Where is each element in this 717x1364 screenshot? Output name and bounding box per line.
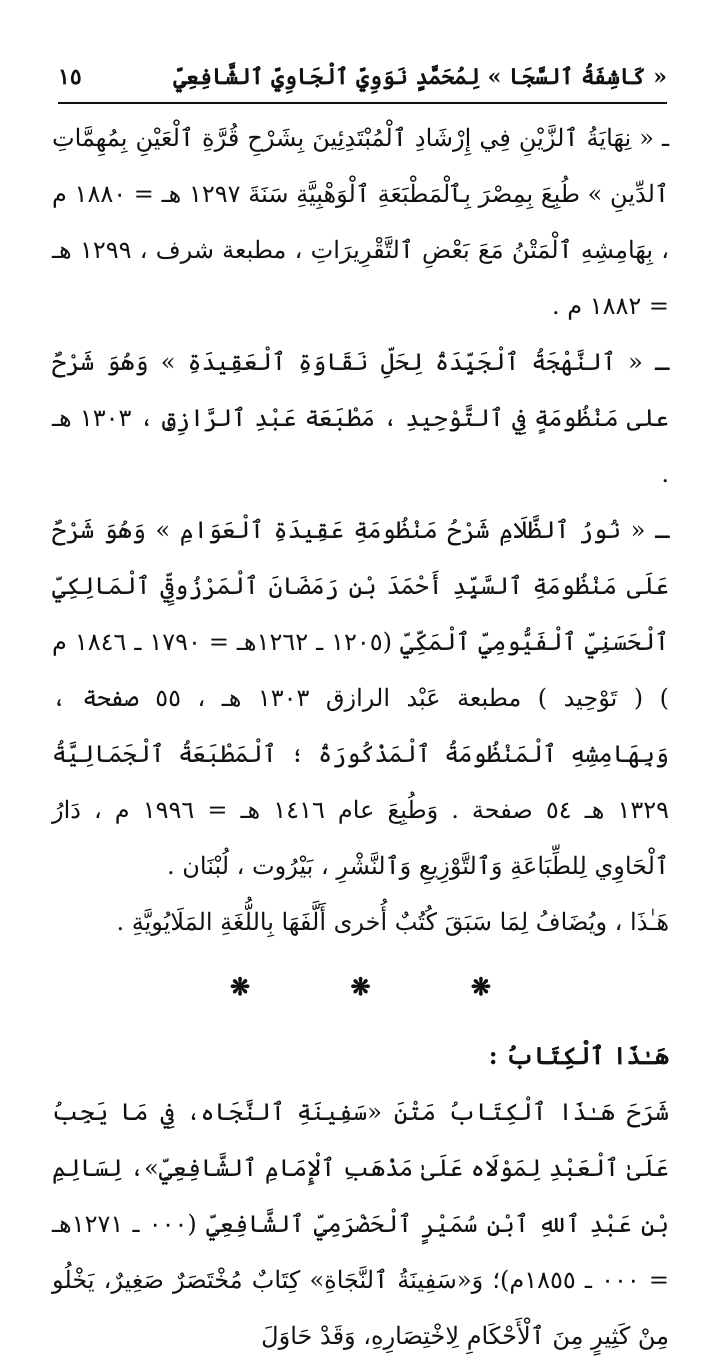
- closing-note: هَـٰذَا ، ويُضَافُ لِمَا سَبَقَ كُتُبٌ أُخرى أَلَّفَهَا بِاللُّغَةِ المَلَايُويَّةِ .: [116, 908, 669, 936]
- separator-star-icon: ❋: [229, 972, 251, 1001]
- header-rule: [58, 102, 667, 104]
- separator-star-icon: ❋: [470, 972, 492, 1001]
- bibliography-entry-nur-al-zalam: ـ « نُورُ ٱلظَّلَامِ شَرْحُ مَنْظُومَةِ عَقِيدَةِ ٱلْعَوَامِ » وَهُوَ شَرْحٌ عَلَى مَنْظُومَةِ ٱلسَّيِّدِ أَحْمَدَ بْنِ رَمَضَانَ ٱلْمَرْزُوقِيِّ ٱلْمَالِكِيِّ ٱلْحَسَنِيِّ ٱلْفَيُّومِيِّ ٱلْمَكِّيِّ (١٢٠٥ ـ ١٢٦٢هـ = ١٧٩٠ ـ ١٨٤٦ م ) ( تَوْحِيد ) مطبعة عَبْد الرازق ١٣٠٣ هـ ، ٥٥ صفحة ، وَبِهَامِشِهِ ٱلْمَنْظُومَةُ ٱلْمَذْكُورَةُ ؛ ٱلْمَطْبَعَةُ ٱلْجَمَالِيَّةُ ١٣٢٩ هـ ٥٤ صفحة . وَطُبِعَ عام ١٤١٦ هـ = ١٩٩٦ م ، دَارُ ٱلْحَاوِي لِلطِّبَاعَةِ وَٱلتَّوْزِيعِ وَٱلنَّشْرِ ، بَيْرُوت ، لُبْنَان .: [52, 516, 670, 880]
- bibliography-entry-nihayat-al-zayn: ـ « نِهَايَةُ ٱلزَّيْنِ فِي إِرْشَادِ ٱلْمُبْتَدِئِينَ بِشَرْحِ قُرَّةِ ٱلْعَيْنِ بِمُهِمَّاتِ ٱلدِّينِ » طُبِعَ بِمِصْرَ بِٱلْمَطْبَعَةِ ٱلْوَهْبِيَّةِ سَنَةَ ١٢٩٧ هـ = ١٨٨٠ م ، بِهَامِشِهِ ٱلْمَتْنُ مَعَ بَعْضِ ٱلتَّقْرِيرَاتِ ، مطبعة شرف ، ١٢٩٩ هـ = ١٨٨٢ م .: [52, 124, 669, 320]
- bibliography-entry-al-nahja-al-jayyida: ـ « ٱلنَّهْجَةُ ٱلْجَيِّدَةُ لِحَلِّ نَقَاوَةِ ٱلْعَقِيدَةِ » وَهُوَ شَرْحٌ على مَنْظُومَةٍ فِي ٱلتَّوْحِيدِ ، مَطْبَعَة عَبْدِ ٱلرَّازِقِ ، ١٣٠٣ هـ .: [52, 348, 669, 488]
- section-heading: هَـٰذَا ٱلْكِتَابُ :: [488, 1041, 669, 1070]
- running-title: « كَاشِفَةُ ٱلسَّجَا » لِمُحَمَّدٍ نَوَوِيِّ ٱلْجَاوِيِّ ٱلشَّافِعِيِّ: [173, 64, 667, 90]
- page-number: ١٥: [58, 64, 82, 90]
- section-paragraph: شَرَحَ هَـٰذَا ٱلْكِتَابُ مَتْنَ «سَفِينَةِ ٱلنَّجَاه، فِي مَا يَجِبُ عَلَىٰ ٱلْعَبْدِ لِمَوْلَاه عَلَىٰ مَذْهَبِ ٱلْإِمَامِ ٱلشَّافِعِيِّ»، لِسَالِمِ بْنِ عَبْدِ ٱللهِ ٱبْنِ سُمَيْرٍ ٱلْحَضْرَمِيِّ ٱلشَّافِعِيِّ (٠٠٠ ـ ١٢٧١هـ = ٠٠٠ ـ ١٨٥٥م)؛ وَ«سَفِينَةُ ٱلنَّجَاةِ» كِتَابٌ مُخْتَصَرٌ صَغِيرٌ، يَخْلُو مِنْ كَثِيرٍ مِنَ ٱلْأَحْكَامِ لِاخْتِصَارِهِ، وَقَدْ حَاوَلَ: [52, 1098, 670, 1350]
- page-body: [52, 110, 669, 1364]
- section-separator: [52, 950, 669, 1024]
- running-header: [58, 60, 667, 104]
- separator-star-icon: ❋: [350, 972, 371, 1001]
